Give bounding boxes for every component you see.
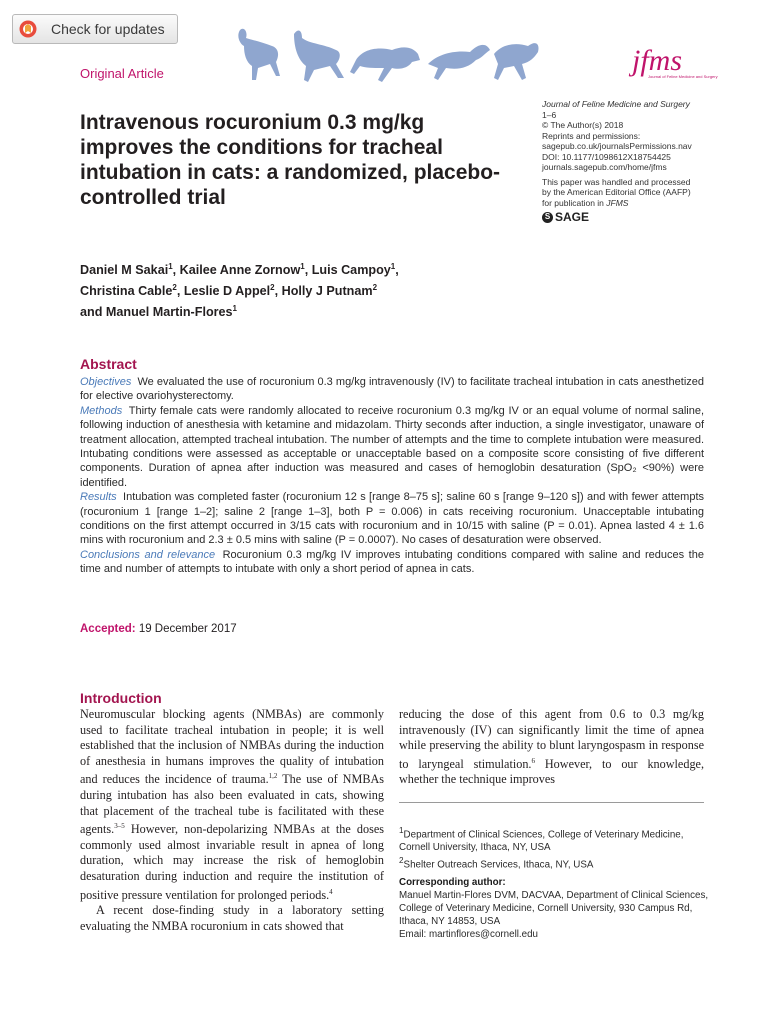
meta-handled-3: for publication in JFMS — [542, 197, 629, 208]
affiliations — [399, 824, 709, 872]
introduction-heading: Introduction — [80, 690, 162, 706]
intro-paragraph-2: A recent dose-finding study in a laboratory setting evaluating the NMBA rocuronium in cats showed that — [80, 903, 384, 933]
journal-metadata — [542, 99, 742, 223]
journal-logo-subtitle: Journal of Feline Medicine and Surgery — [648, 74, 718, 79]
meta-doi[interactable]: DOI: 10.1177/1098612X18754425 — [542, 151, 671, 162]
author-list — [80, 258, 500, 322]
intro-paragraph-1: Neuromuscular blocking agents (NMBAs) are commonly used to facilitate tracheal intubation in people; it is well established that the inclusion of NMBAs during the induction of anesthesia in humans improves the quality of intubation and reduces the incidence of trauma.$^{1,2}$ The use of NMBAs during intubation has also been evaluated in cats, showing that placement of the tracheal tube is facilitated with these agents.$^{3-5}$ However, non-depolarizing NMBAs at the doses commonly used almost invariable result in apnea of long duration, which may increase the risk of hemoglobin desaturation during induction and require the institution of positive pressure ventilation for prolonged periods.$^4$ — [80, 707, 384, 902]
objectives-label: Objectives — [80, 376, 132, 388]
journal-logo-text: jfms — [632, 44, 683, 77]
publisher-logo — [542, 212, 742, 223]
crossmark-icon — [19, 20, 37, 38]
accepted-label: Accepted: — [80, 623, 136, 635]
author-line-2: Christina Cable$^2$, Leslie D Appel$^2$, Holly J Putnam$^2$ — [80, 283, 378, 299]
body-column-right — [399, 707, 704, 788]
accepted-date — [80, 623, 237, 635]
results-label: Results — [80, 491, 117, 504]
article-type: Original Article — [80, 66, 164, 81]
meta-handled-1: This paper was handled and processed — [542, 176, 691, 187]
article-title: Intravenous rocuronium 0.3 mg/kg improves the conditions for tracheal intubation in cats: a randomized, placebo-controlled trial — [80, 111, 501, 209]
meta-handled-2: by the American Editorial Office (AAFP) — [542, 187, 691, 197]
meta-pages: 1–6 — [542, 109, 557, 120]
meta-journal: Journal of Feline Medicine and Surgery — [542, 99, 690, 109]
author-name: Holly J Putnam — [281, 284, 373, 299]
body-column-left — [80, 707, 384, 935]
corresponding-email[interactable]: Email: martinflores@cornell.edu — [399, 929, 538, 940]
author-name: Daniel M Sakai — [80, 263, 169, 278]
meta-home-link[interactable]: journals.sagepub.com/home/jfms — [542, 162, 667, 172]
abstract-results: Results Intubation was completed faster (rocuronium 12 s [range 8–75 s]; saline 60 s [range 9–120 s]) and with fewer attempts (rocuronium 1 [range 1–2]; saline 2 [range 1–3], both P = 0.006) in cats receiving rocuronium. Unacceptable intubating conditions on the first attempt occurred in 3/15 cats with rocuronium and in 10/15 with saline (P = 0.01). Apnea lasted 4 ± 1.6 mins with rocuronium and 2.3 ± 0.5 mins with saline (P = 0.0007). No cases of desaturation were observed. — [80, 491, 705, 547]
abstract-heading: Abstract — [80, 356, 137, 372]
publisher-name: SAGE — [555, 210, 590, 225]
intro-paragraph-continued: reducing the dose of this agent from 0.6 to 0.3 mg/kg intravenously (IV) can significantly limit the time of apnea while preserving the ability to blunt laryngospasm in response to laryngeal stimulation.$^6$ However, to our knowledge, whether the technique improves — [399, 707, 704, 787]
corresponding-author — [399, 876, 709, 941]
author-name: Luis Campoy — [311, 263, 391, 278]
meta-copyright: © The Author(s) 2018 — [542, 120, 624, 130]
accepted-value: 19 December 2017 — [138, 623, 237, 635]
affiliation-1: $^1$Department of Clinical Sciences, College of Veterinary Medicine, Cornell University, Ithaca, NY, USA — [399, 826, 684, 854]
corresponding-body: Manuel Martin-Flores DVM, DACVAA, Department of Clinical Sciences, College of Veterinary Medicine, Cornell University, 930 Campus Rd, Ithaca, NY 14853, USA — [399, 890, 709, 927]
check-for-updates-label: Check for updates — [51, 21, 165, 37]
abstract-body — [80, 375, 704, 577]
conclusions-label: Conclusions and relevance — [80, 548, 216, 561]
methods-label: Methods — [80, 404, 123, 417]
meta-handled-journal: JFMS — [606, 197, 629, 208]
corresponding-heading: Corresponding author: — [399, 877, 506, 888]
check-for-updates-button[interactable] — [12, 14, 178, 44]
author-line-3: and Manuel Martin-Flores$^1$ — [80, 304, 237, 320]
author-name: Leslie D Appel — [183, 284, 271, 299]
author-name: Kailee Anne Zornow — [179, 263, 301, 278]
sage-icon: S — [542, 212, 553, 223]
journal-logo — [630, 40, 718, 84]
author-line-1: Daniel M Sakai$^1$, Kailee Anne Zornow$^1$, Luis Campoy$^1$, — [80, 262, 399, 278]
author-name: Manuel Martin-Flores — [105, 305, 233, 320]
meta-reprints: Reprints and permissions: — [542, 130, 641, 141]
footnote-divider — [399, 802, 704, 803]
affiliation-2: $^2$Shelter Outreach Services, Ithaca, NY, USA — [399, 856, 594, 871]
author-name: Christina Cable — [80, 284, 173, 299]
abstract-methods: Methods Thirty female cats were randomly allocated to receive rocuronium 0.3 mg/kg IV or an equal volume of normal saline, following induction of anesthesia with ketamine and midazolam. Thirty seconds after induction, a single investigator, unaware of treatment allocation, attempted tracheal intubation. The number of attempts and the time to complete intubation were measured. Intubating conditions were assessed as acceptable or unacceptable based on a composite score consisting of five different components. Duration of apnea after induction was measured and cases of hemoglobin desaturation (SpO₂ <90%) were identified. — [80, 404, 704, 489]
abstract-conclusions: Conclusions and relevance Rocuronium 0.3 mg/kg IV improves intubating conditions compared with saline and reduces the time and number of attempts to intubate with only a short period of apnea in cats. — [80, 548, 704, 576]
running-cats-graphic — [232, 24, 542, 88]
abstract-objectives: Objectives We evaluated the use of rocuronium 0.3 mg/kg intravenously (IV) to facilitate tracheal intubation in cats anesthetized for elective ovariohysterectomy. — [80, 376, 705, 403]
meta-reprints-link[interactable]: sagepub.co.uk/journalsPermissions.nav — [542, 141, 692, 151]
